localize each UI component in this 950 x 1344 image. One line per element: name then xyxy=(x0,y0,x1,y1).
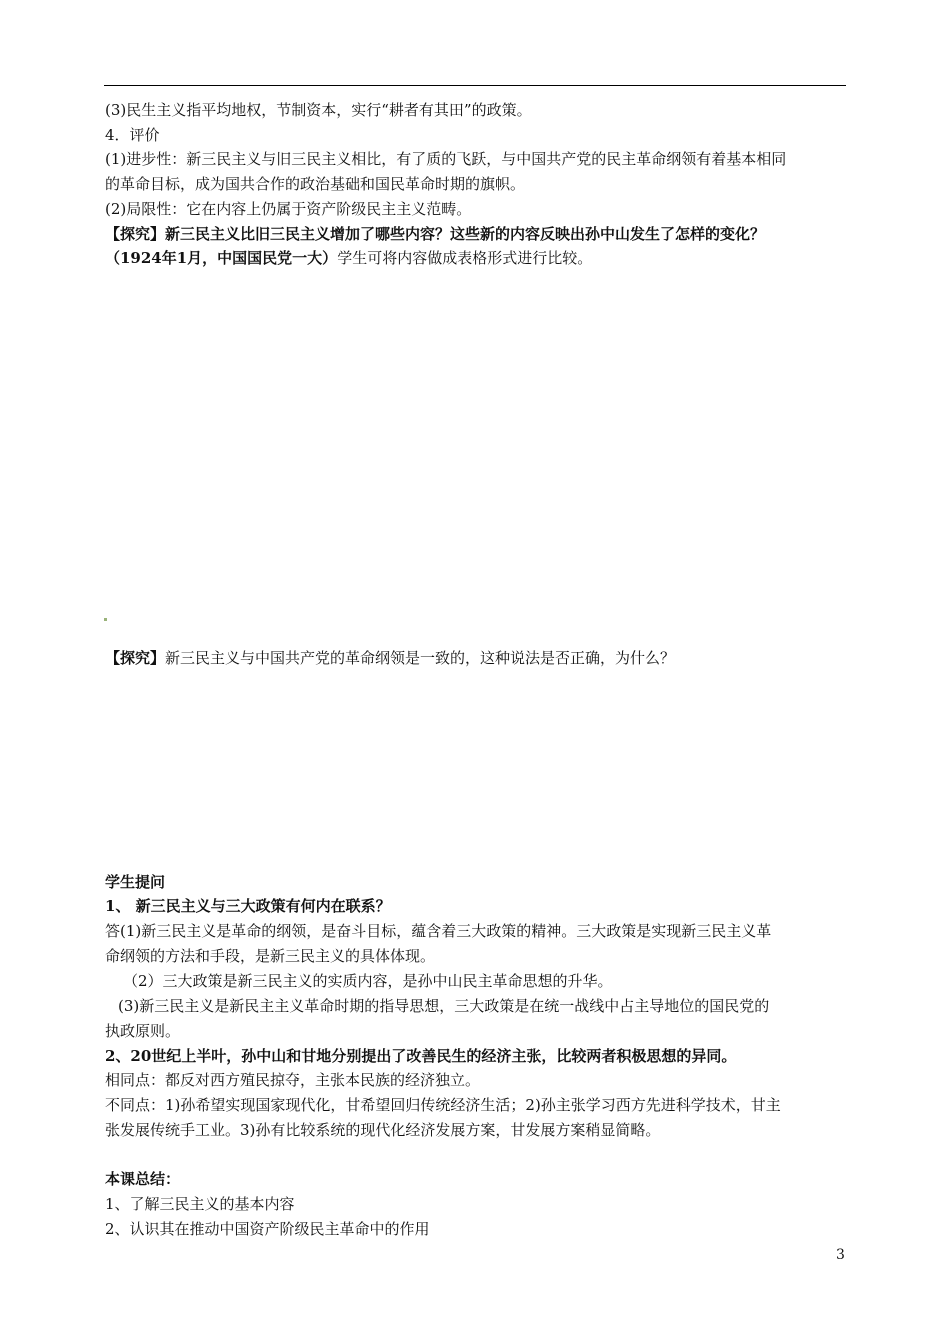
stray-dot-mark xyxy=(104,618,107,621)
explore-question-2-text: 新三民主义与中国共产党的革命纲领是一致的，这种说法是否正确，为什么？ xyxy=(165,649,676,667)
page-number: 3 xyxy=(836,1247,845,1263)
header-rule xyxy=(104,85,846,86)
difference-line-1: 不同点：1)孙希望实现国家现代化，甘希望回归传统经济生活；2)孙主张学习西方先进科学技术，甘主 xyxy=(105,1096,781,1114)
answer-1-point-3-line-2: 执政原则。 xyxy=(105,1022,181,1040)
min-sheng-line: (3)民生主义指平均地权，节制资本，实行“耕者有其田”的政策。 xyxy=(105,101,532,119)
explore-question-1: 【探究】新三民主义比旧三民主义增加了哪些内容？这些新的内容反映出孙中山发生了怎样的变化？ xyxy=(105,225,766,243)
answer-1-line-2: 命纲领的方法和手段，是新三民主义的具体体现。 xyxy=(105,947,436,965)
similarity-line: 相同点：都反对西方殖民掠夺，主张本民族的经济独立。 xyxy=(105,1071,481,1089)
limitation-line: (2)局限性：它在内容上仍属于资产阶级民主主义范畴。 xyxy=(105,200,472,218)
explore-date-note: （1924年1月，中国国民党一大） xyxy=(105,249,338,267)
evaluation-heading: 4．评价 xyxy=(105,126,160,144)
explore-question-1-line-2 xyxy=(105,247,847,269)
question-1: 1、 新三民主义与三大政策有何内在联系？ xyxy=(105,897,391,915)
explore-instruction: 学生可将内容做成表格形式进行比较。 xyxy=(337,249,593,267)
question-2: 2、20世纪上半叶，孙中山和甘地分别提出了改善民生的经济主张，比较两者积极思想的异同。 xyxy=(105,1047,737,1065)
progress-line-2: 的革命目标，成为国共合作的政治基础和国民革命时期的旗帜。 xyxy=(105,175,526,193)
student-questions-heading: 学生提问 xyxy=(105,873,166,891)
answer-1-point-3-line-1: (3)新三民主义是新民主主义革命时期的指导思想，三大政策是在统一战线中占主导地位的国民党的 xyxy=(118,997,770,1015)
difference-line-2: 张发展传统手工业。3)孙有比较系统的现代化经济发展方案，甘发展方案稍显简略。 xyxy=(105,1121,661,1139)
explore-question-2 xyxy=(105,647,847,669)
explore-label: 【探究】 xyxy=(105,649,166,667)
summary-heading: 本课总结： xyxy=(105,1170,181,1188)
progress-line-1: (1)进步性：新三民主义与旧三民主义相比，有了质的飞跃，与中国共产党的民主革命纲领有着基本相同 xyxy=(105,150,787,168)
summary-item-1: 1、了解三民主义的基本内容 xyxy=(105,1195,295,1213)
answer-1-point-2: （2）三大政策是新三民主义的实质内容，是孙中山民主革命思想的升华。 xyxy=(123,972,613,990)
summary-item-2: 2、认识其在推动中国资产阶级民主革命中的作用 xyxy=(105,1220,430,1238)
answer-1-line-1: 答(1)新三民主义是革命的纲领，是奋斗目标，蕴含着三大政策的精神。三大政策是实现新三民主义革 xyxy=(105,922,772,940)
